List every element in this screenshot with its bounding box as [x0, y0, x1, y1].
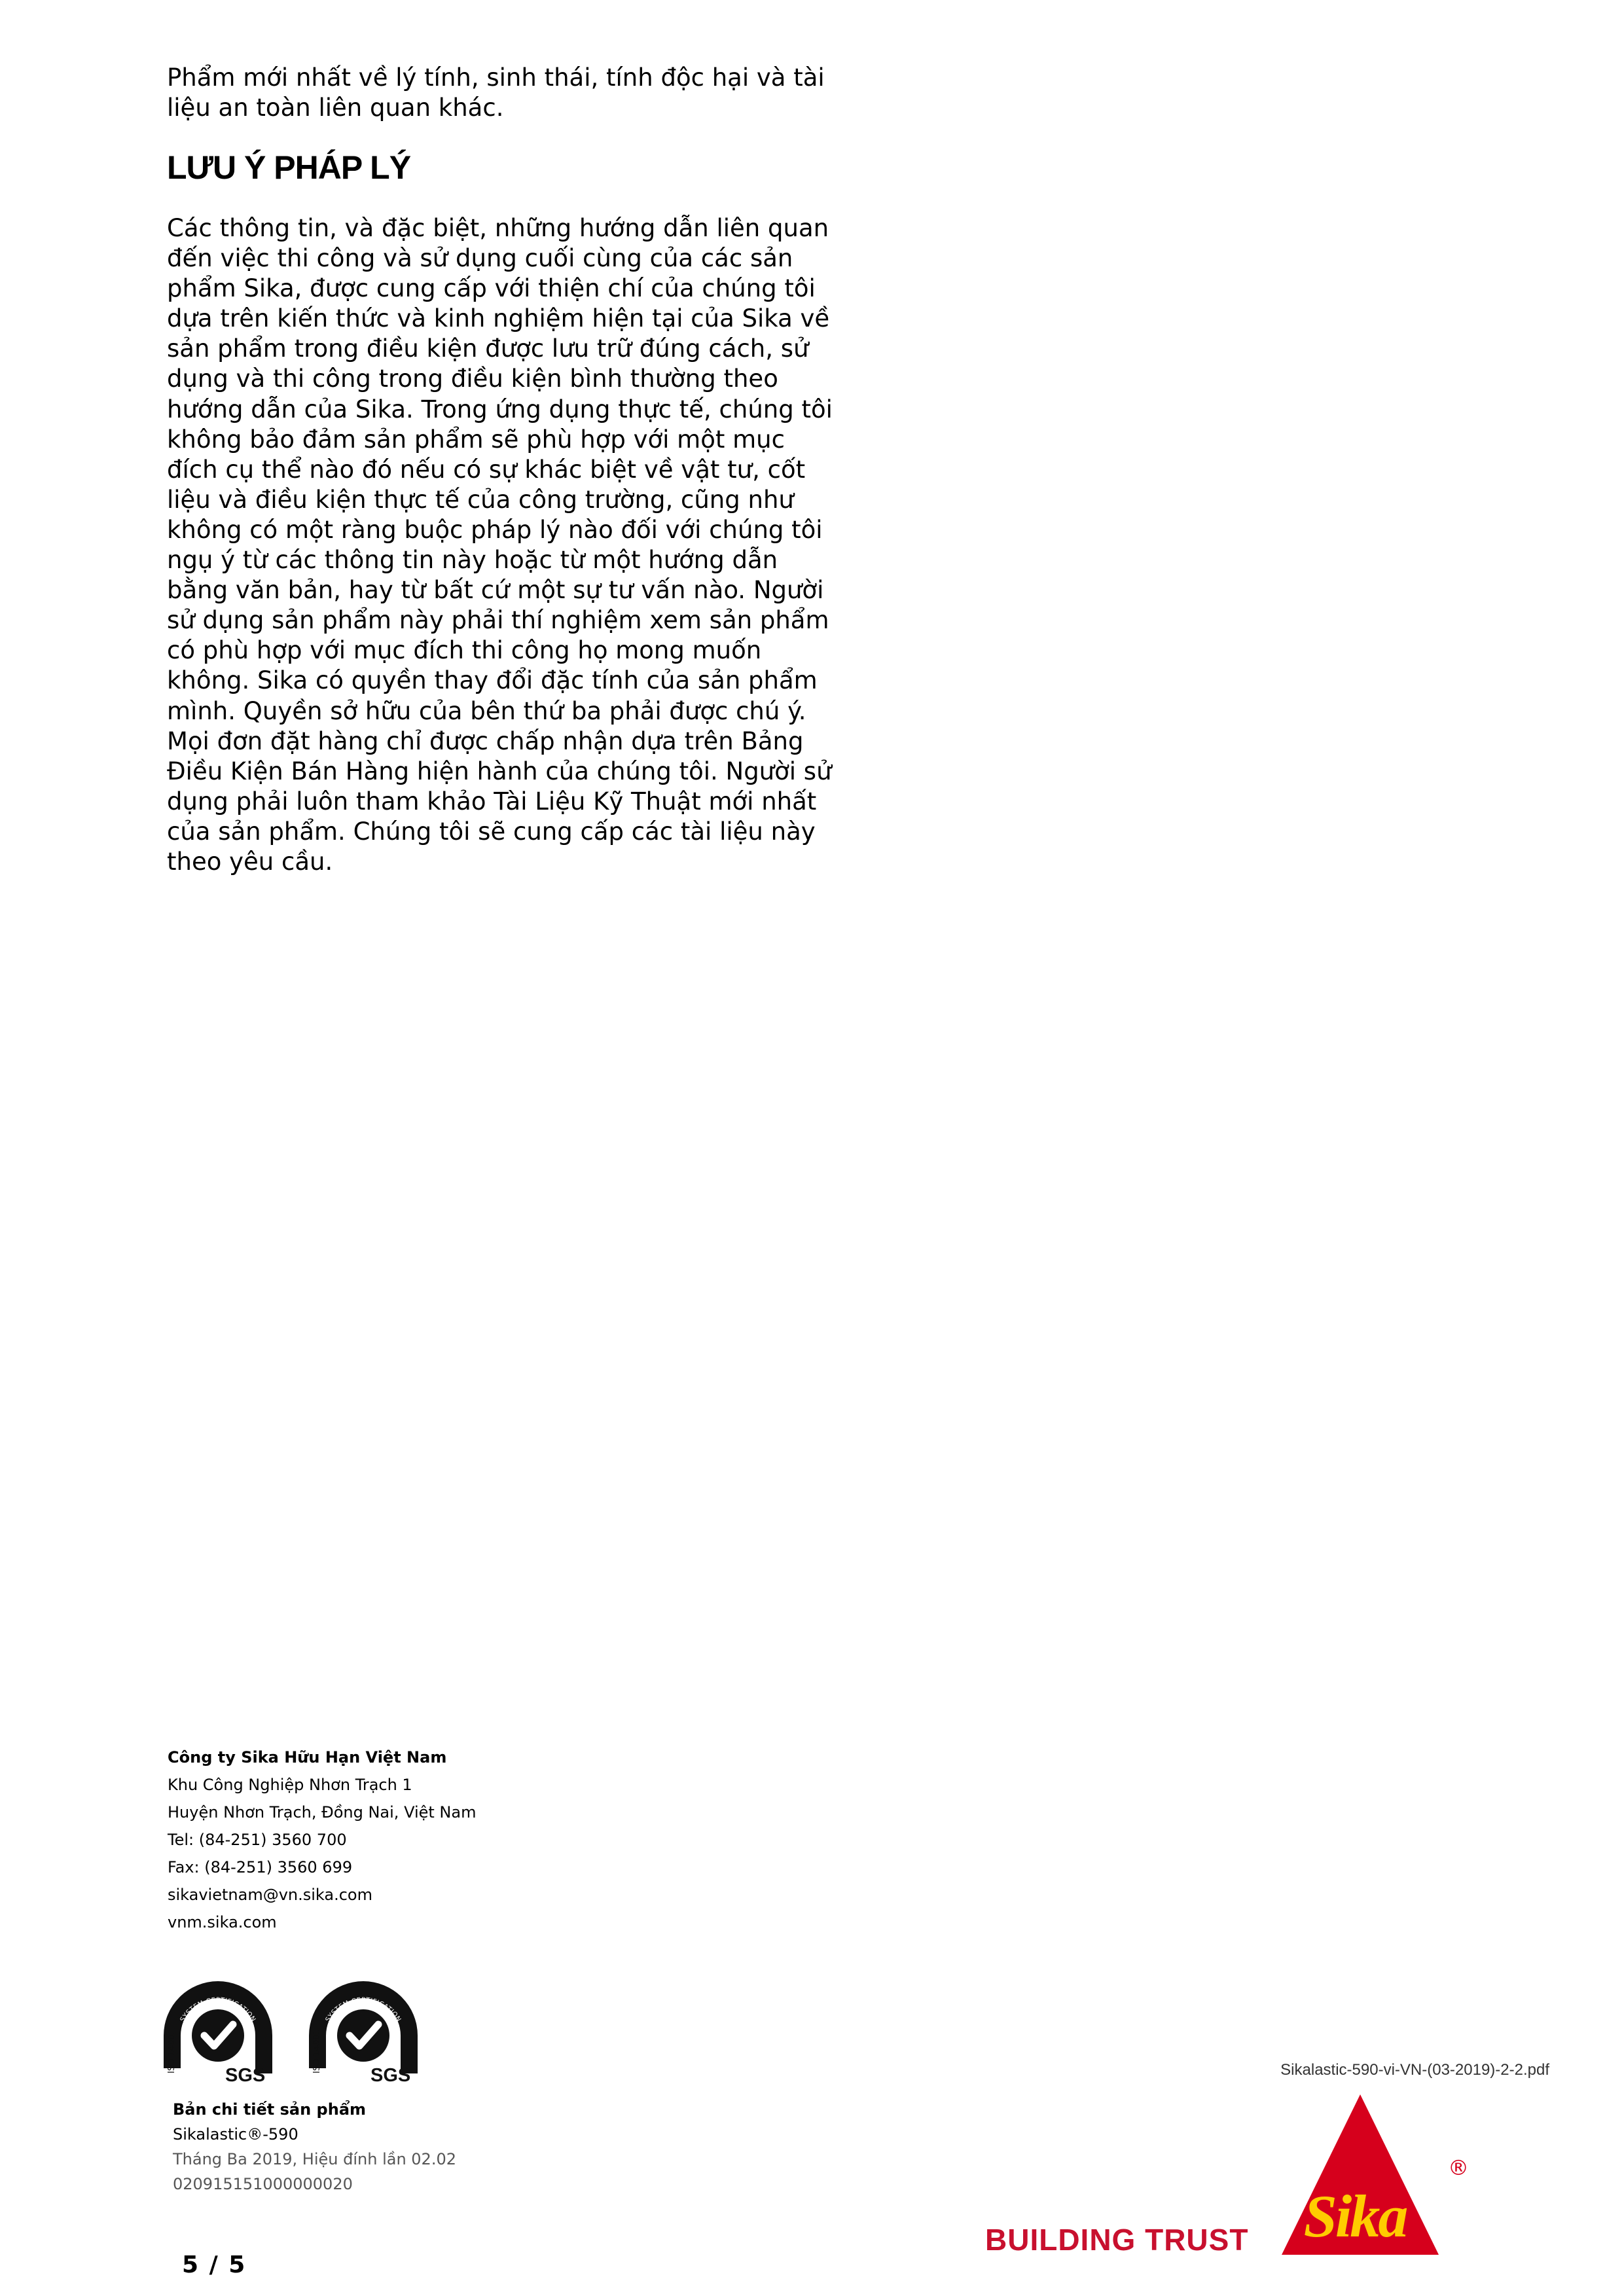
iso-certification-badge — [301, 1957, 425, 2085]
text-line: đích cụ thể nào đó nếu có sự khác biệt về vật tư, cốt — [167, 455, 806, 484]
text-line: sản phẩm trong điều kiện được lưu trữ đúng cách, sử — [167, 334, 809, 363]
company-name: Công ty Sika Hữu Hạn Việt Nam — [168, 1748, 447, 1767]
iso-standard-label: ISO 14001 — [167, 2029, 177, 2073]
building-trust-tagline: BUILDING TRUST — [985, 2223, 1249, 2257]
text-line: dụng và thi công trong điều kiện bình thường theo — [167, 365, 778, 393]
text-line: đến việc thi công và sử dụng cuối cùng của các sản — [167, 244, 793, 273]
text-line: hướng dẫn của Sika. Trong ứng dụng thực tế, chúng tôi — [167, 395, 833, 423]
text-line: mình. Quyền sở hữu của bên thứ ba phải được chú ý. — [167, 696, 806, 725]
text-line: không bảo đảm sản phẩm sẽ phù hợp với một mục — [167, 425, 785, 454]
sika-logo-text: Sika — [1303, 2183, 1407, 2250]
legal-paragraph — [167, 213, 833, 877]
legal-heading: LƯU Ý PHÁP LÝ — [167, 149, 411, 186]
certification-arc-text: SYSTEM CERTIFICATION — [179, 1996, 257, 2024]
address-line: Huyện Nhơn Trạch, Đồng Nai, Việt Nam — [168, 1803, 477, 1821]
document-type: Bản chi tiết sản phẩm — [173, 2100, 367, 2119]
intro-paragraph — [167, 63, 825, 123]
text-line: của sản phẩm. Chúng tôi sẽ cung cấp các tài liệu này — [167, 817, 816, 846]
revision-date: Tháng Ba 2019, Hiệu đính lần 02.02 — [173, 2150, 456, 2168]
text-line: theo yêu cầu. — [167, 847, 333, 876]
website-link[interactable]: vnm.sika.com — [168, 1913, 277, 1931]
text-line: liệu an toàn liên quan khác. — [167, 94, 504, 122]
product-info-block — [173, 2097, 456, 2197]
product-name: Sikalastic®-590 — [173, 2125, 298, 2144]
text-line: Điều Kiện Bán Hàng hiện hành của chúng tôi. Người sử — [167, 757, 832, 785]
sika-logo — [1282, 2091, 1471, 2260]
text-line: không có một ràng buộc pháp lý nào đối với chúng tôi — [167, 515, 823, 544]
pdf-filename: Sikalastic-590-vi-VN-(03-2019)-2-2.pdf — [1280, 2061, 1549, 2079]
text-line: có phù hợp với mục đích thi công họ mong muốn — [167, 636, 762, 665]
iso-standard-label: ISO 14001 — [312, 2029, 322, 2073]
product-code: 020915151000000020 — [173, 2175, 353, 2193]
registered-mark: ® — [1448, 2155, 1469, 2180]
text-line: Mọi đơn đặt hàng chỉ được chấp nhận dựa trên Bảng — [167, 726, 804, 755]
page-number: 5 / 5 — [182, 2251, 247, 2278]
certification-arc-text: SYSTEM CERTIFICATION — [324, 1996, 403, 2024]
iso-certification-badge — [156, 1957, 280, 2085]
text-line: không. Sika có quyền thay đổi đặc tính của sản phẩm — [167, 666, 818, 695]
text-line: sử dụng sản phẩm này phải thí nghiệm xem sản phẩm — [167, 606, 829, 635]
sgs-label: SGS — [225, 2065, 266, 2085]
email-link[interactable]: sikavietnam@vn.sika.com — [168, 1886, 372, 1904]
sgs-label: SGS — [370, 2065, 411, 2085]
text-line: Phẩm mới nhất về lý tính, sinh thái, tính độc hại và tài — [167, 63, 825, 92]
phone-number: Tel: (84-251) 3560 700 — [168, 1831, 347, 1849]
fax-number: Fax: (84-251) 3560 699 — [168, 1858, 353, 1876]
text-line: Các thông tin, và đặc biệt, những hướng dẫn liên quan — [167, 214, 829, 242]
text-line: dụng phải luôn tham khảo Tài Liệu Kỹ Thuật mới nhất — [167, 787, 817, 816]
address-line: Khu Công Nghiệp Nhơn Trạch 1 — [168, 1776, 412, 1794]
text-line: dựa trên kiến thức và kinh nghiệm hiện tại của Sika về — [167, 304, 830, 333]
text-line: liệu và điều kiện thực tế của công trường, cũng như — [167, 485, 794, 514]
text-line: bằng văn bản, hay từ bất cứ một sự tư vấn nào. Người — [167, 576, 824, 605]
text-line: ngụ ý từ các thông tin này hoặc từ một hướng dẫn — [167, 546, 778, 575]
company-address-block — [168, 1744, 476, 1936]
text-line: phẩm Sika, được cung cấp với thiện chí của chúng tôi — [167, 274, 816, 303]
